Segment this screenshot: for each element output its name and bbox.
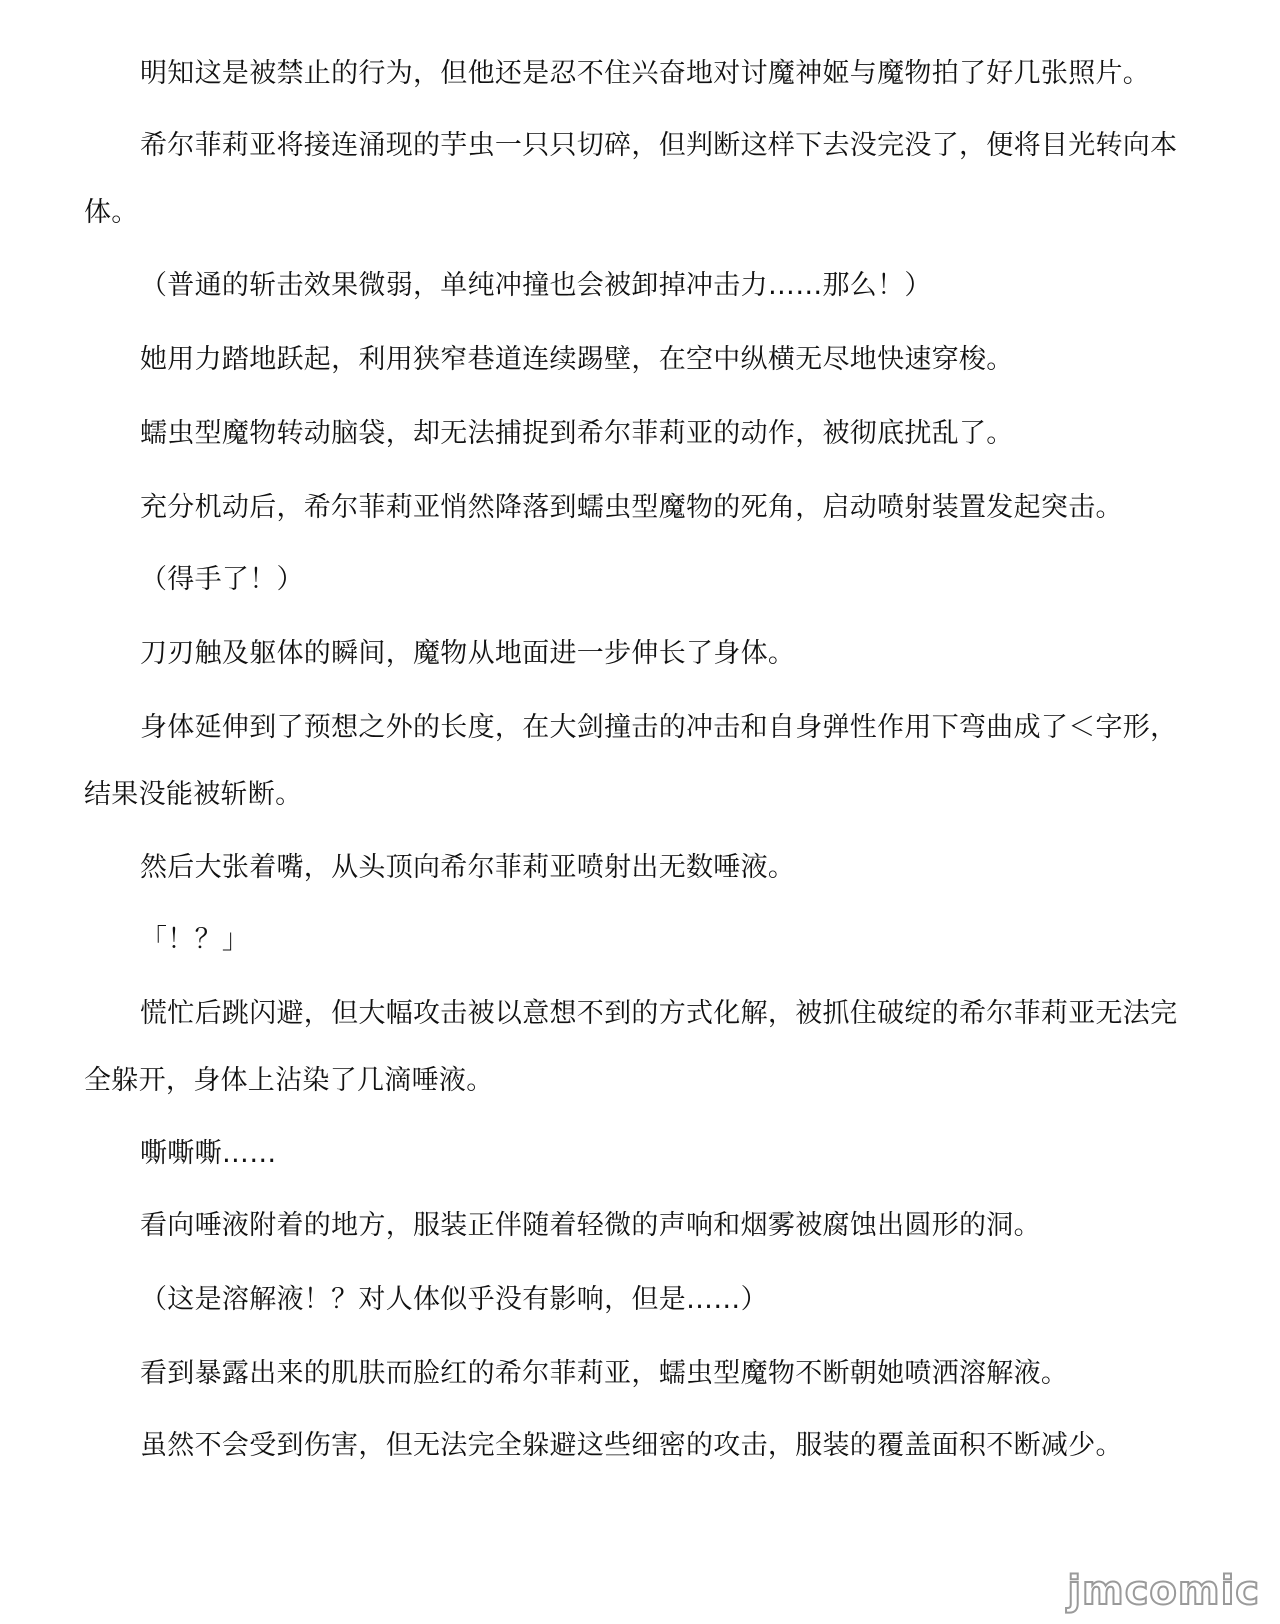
watermark-logo: jmcomic: [1067, 1568, 1260, 1614]
paragraph: 明知这是被禁止的行为，但他还是忍不住兴奋地对讨魔神姬与魔物拍了好几张照片。: [140, 58, 1151, 89]
paragraph: 虽然不会受到伤害，但无法完全躲避这些细密的攻击，服装的覆盖面积不断减少。: [140, 1430, 1123, 1461]
paragraph: 看向唾液附着的地方，服装正伴随着轻微的声响和烟雾被腐蚀出圆形的洞。: [140, 1210, 1041, 1241]
paragraph: 充分机动后，希尔菲莉亚悄然降落到蠕虫型魔物的死角，启动喷射装置发起突击。: [140, 492, 1123, 523]
paragraph: 看到暴露出来的肌肤而脸红的希尔菲莉亚，蠕虫型魔物不断朝她喷洒溶解液。: [140, 1358, 1069, 1389]
paragraph: 慌忙后跳闪避，但大幅攻击被以意想不到的方式化解，被抓住破绽的希尔菲莉亚无法完全躲开，身体上沾染了几滴唾液。: [84, 998, 1178, 1096]
paragraph: 蠕虫型魔物转动脑袋，却无法捕捉到希尔菲莉亚的动作，被彻底扰乱了。: [140, 418, 1014, 449]
paragraph: 希尔菲莉亚将接连涌现的芋虫一只只切碎，但判断这样下去没完没了，便将目光转向本体。: [84, 130, 1178, 228]
paragraph: （普通的斩击效果微弱，单纯冲撞也会被卸掉冲击力……那么！）: [140, 270, 932, 301]
paragraph: （这是溶解液！？对人体似乎没有影响，但是……）: [140, 1284, 768, 1315]
paragraph: 刀刃触及躯体的瞬间，魔物从地面进一步伸长了身体。: [140, 638, 796, 669]
paragraph: 她用力踏地跃起，利用狭窄巷道连续踢壁，在空中纵横无尽地快速穿梭。: [140, 344, 1014, 375]
paragraph: （得手了！）: [140, 564, 304, 595]
paragraph: 嘶嘶嘶……: [140, 1138, 277, 1169]
paragraph: 「！？」: [140, 924, 250, 955]
paragraph: 身体延伸到了预想之外的长度，在大剑撞击的冲击和自身弹性作用下弯曲成了＜字形，结果没能被斩断。: [84, 712, 1178, 810]
paragraph: 然后大张着嘴，从头顶向希尔菲莉亚喷射出无数唾液。: [140, 852, 796, 883]
